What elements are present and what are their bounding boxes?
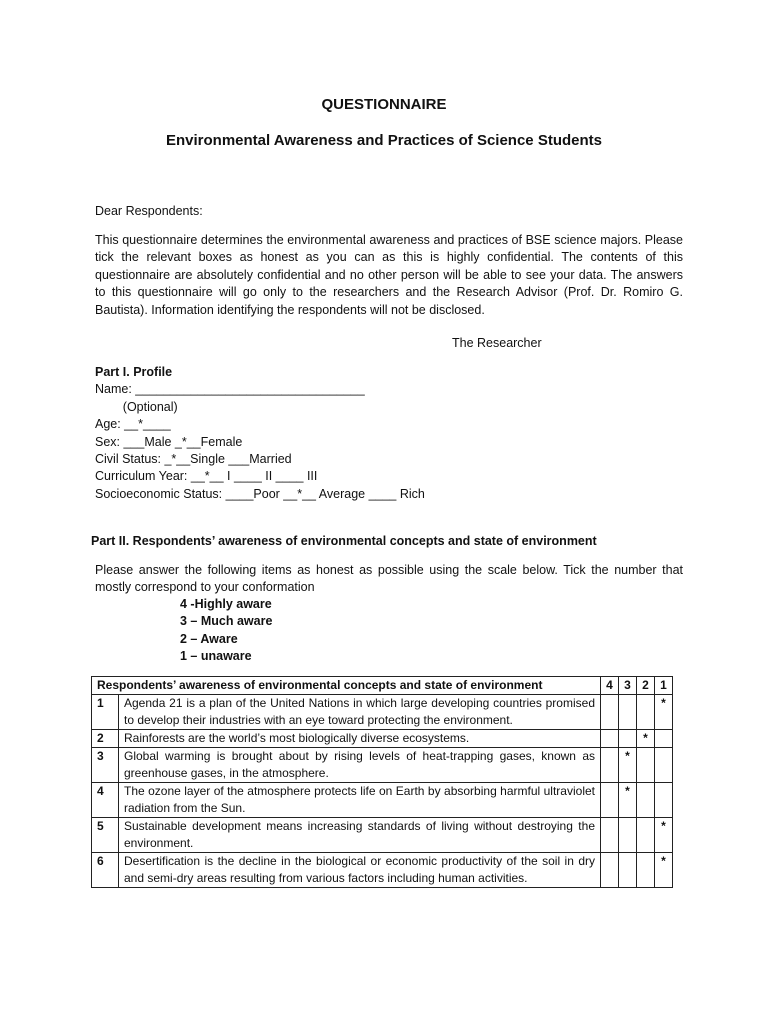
rating-cell-1[interactable] — [655, 748, 673, 783]
rating-cell-1[interactable] — [655, 730, 673, 748]
rating-cell-1[interactable]: * — [655, 818, 673, 853]
table-row — [92, 695, 673, 730]
row-statement: Global warming is brought about by rising levels of heat-trapping gases, known as greenhouse gases, in the atmosphere. — [119, 748, 601, 783]
row-number: 2 — [92, 730, 119, 748]
rating-cell-3[interactable] — [619, 853, 637, 888]
row-statement: Agenda 21 is a plan of the United Nations in which large developing countries promised to develop their industries with an eye toward protecting the environment. — [119, 695, 601, 730]
sex-field: Sex: ___Male _*__Female — [95, 434, 243, 449]
document-title: QUESTIONNAIRE — [321, 96, 447, 113]
rating-cell-2[interactable]: * — [637, 730, 655, 748]
rating-cell-3[interactable] — [619, 730, 637, 748]
name-optional-note: (Optional) — [95, 399, 178, 414]
row-statement: Sustainable development means increasing standards of living without destroying the environment. — [119, 818, 601, 853]
part2-instructions: Please answer the following items as honest as possible using the scale below. Tick the number that mostly correspond to your conformation — [95, 563, 683, 595]
scale-item: 4 -Highly aware — [180, 597, 272, 611]
row-number: 6 — [92, 853, 119, 888]
row-statement: Desertification is the decline in the biological or economic productivity of the soil in dry and semi-dry areas resulting from various factors including human activities. — [119, 853, 601, 888]
scale-item: 2 – Aware — [180, 631, 238, 646]
age-field: Age: __*____ — [95, 417, 171, 432]
table-row — [92, 748, 673, 783]
rating-cell-2[interactable] — [637, 853, 655, 888]
profile-heading: Part I. Profile — [95, 365, 173, 379]
rating-cell-4[interactable] — [601, 853, 619, 888]
scale-item: 1 – unaware — [180, 649, 252, 664]
row-number: 4 — [92, 783, 119, 818]
table-row — [92, 730, 673, 748]
rating-cell-4[interactable] — [601, 695, 619, 730]
row-number: 1 — [92, 695, 119, 730]
rating-cell-1[interactable]: * — [655, 695, 673, 730]
column-header-3: 3 — [619, 677, 637, 695]
rating-cell-1[interactable]: * — [655, 853, 673, 888]
scale-item: 3 – Much aware — [180, 614, 273, 629]
profile-section — [95, 364, 683, 503]
rating-scale — [180, 596, 380, 666]
row-statement: Rainforests are the world’s most biologically diverse ecosystems. — [119, 730, 601, 748]
intro-paragraph: This questionnaire determines the environmental awareness and practices of BSE science majors. Please tick the relevant boxes as honest as you can as this is highly confidential. The contents of this questionnaire are absolutely confidential and no other person will be able to see your data. The answers to this questionnaire will go only to the researchers and the Research Advisor (Prof. Dr. Romiro G. Bautista). Information identifying the respondents will not be disclosed. — [95, 233, 683, 317]
table-header: Respondents’ awareness of environmental concepts and state of environment — [92, 677, 601, 695]
column-header-2: 2 — [637, 677, 655, 695]
rating-cell-2[interactable] — [637, 695, 655, 730]
part2-heading: Part II. Respondents’ awareness of environmental concepts and state of environment — [91, 534, 597, 548]
column-header-4: 4 — [601, 677, 619, 695]
rating-cell-4[interactable] — [601, 730, 619, 748]
row-number: 5 — [92, 818, 119, 853]
rating-cell-4[interactable] — [601, 818, 619, 853]
curriculum-year-field: Curriculum Year: __*__ I ____ II ____ III — [95, 469, 318, 484]
rating-cell-2[interactable] — [637, 818, 655, 853]
socioeconomic-field: Socioeconomic Status: ____Poor __*__ Average ____ Rich — [95, 486, 425, 501]
rating-cell-3[interactable] — [619, 695, 637, 730]
rating-cell-3[interactable]: * — [619, 783, 637, 818]
signature: The Researcher — [452, 336, 542, 350]
document-subtitle: Environmental Awareness and Practices of Science Students — [166, 132, 602, 149]
salutation: Dear Respondents: — [95, 204, 203, 218]
rating-cell-3[interactable] — [619, 818, 637, 853]
civil-status-field: Civil Status: _*__Single ___Married — [95, 452, 292, 467]
rating-cell-2[interactable] — [637, 783, 655, 818]
row-statement: The ozone layer of the atmosphere protects life on Earth by absorbing harmful ultraviolet radiation from the Sun. — [119, 783, 601, 818]
rating-cell-4[interactable] — [601, 783, 619, 818]
rating-cell-1[interactable] — [655, 783, 673, 818]
rating-cell-3[interactable]: * — [619, 748, 637, 783]
table-header-row — [92, 677, 673, 695]
row-number: 3 — [92, 748, 119, 783]
rating-cell-2[interactable] — [637, 748, 655, 783]
table-row — [92, 818, 673, 853]
rating-cell-4[interactable] — [601, 748, 619, 783]
awareness-table — [91, 676, 673, 888]
column-header-1: 1 — [655, 677, 673, 695]
table-row — [92, 783, 673, 818]
table-row — [92, 853, 673, 888]
name-field: Name: _________________________________ — [95, 382, 365, 397]
